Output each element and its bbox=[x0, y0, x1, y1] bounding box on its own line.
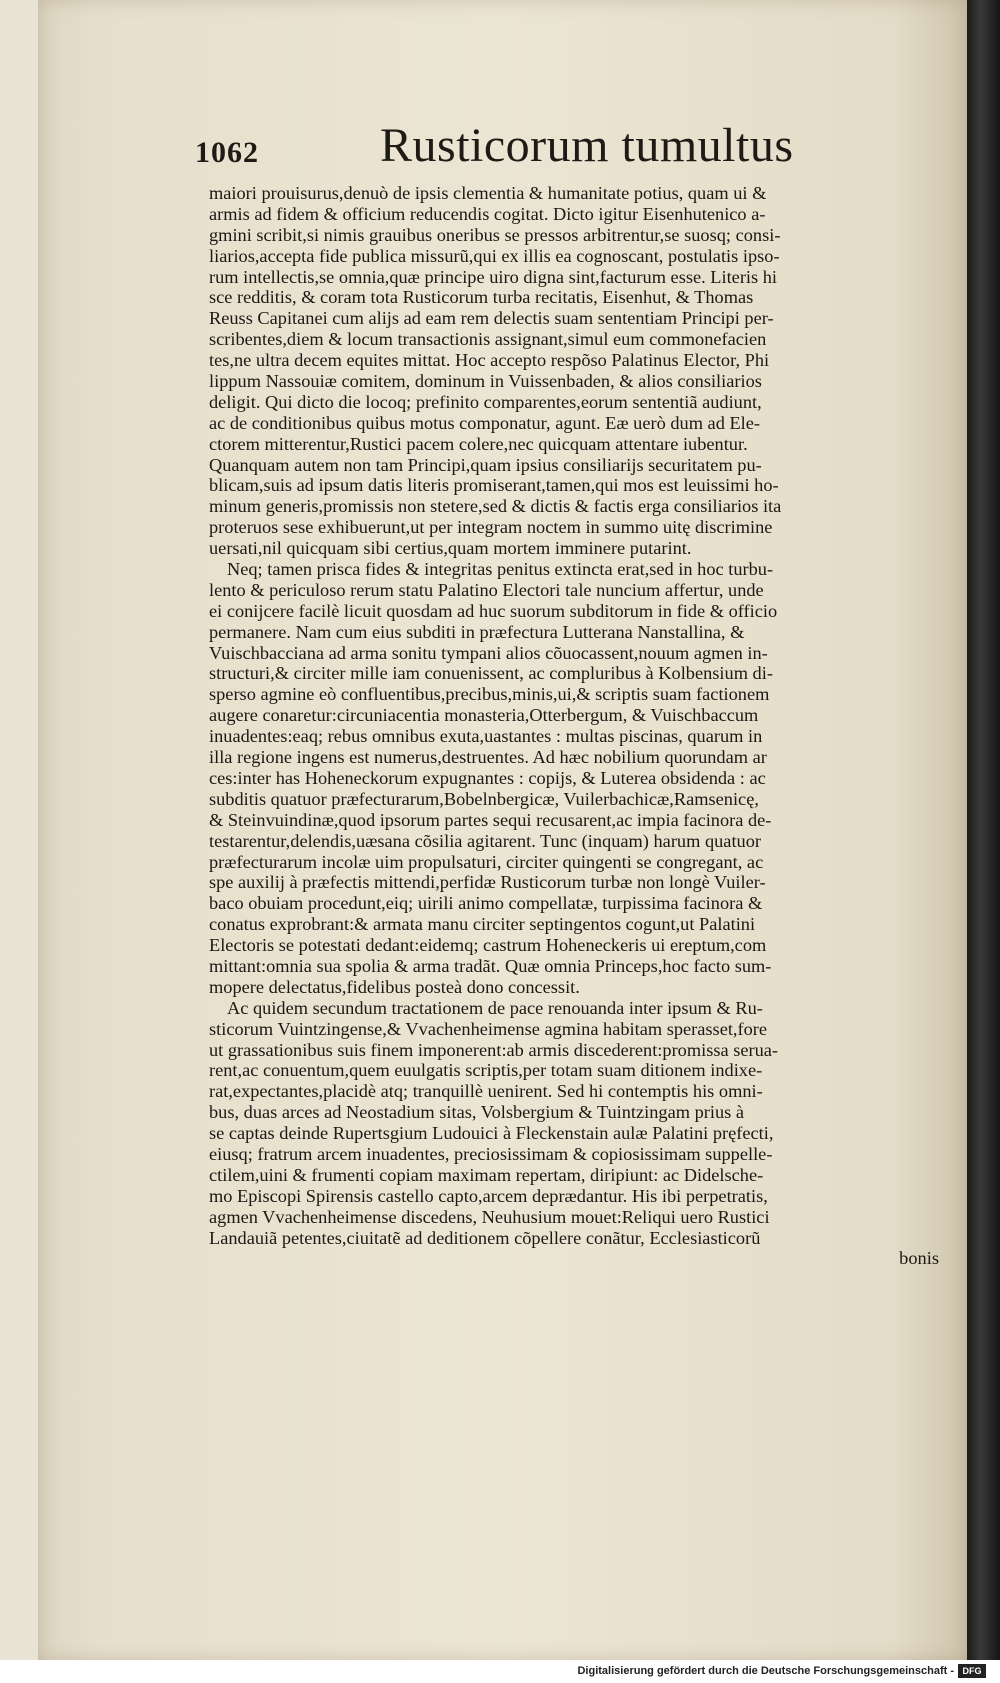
text-line: minum generis,promissis non stetere,sed & dictis & factis erga consiliarios ita bbox=[209, 496, 782, 517]
text-line: sticorum Vuintzingense,& Vvachenheimense agmina habitam sperasset,fore bbox=[209, 1018, 768, 1039]
text-line: sperso agmine eò confluentibus,precibus,minis,ui,& scriptis suam factionem bbox=[209, 684, 770, 705]
text-line: eiusq; fratrum arcem inuadentes, preciosissimam & copiosissimam suppelle- bbox=[209, 1143, 773, 1164]
digitization-credit: Digitalisierung gefördert durch die Deutsche Forschungsgemeinschaft - bbox=[577, 1665, 954, 1677]
text-line: ces:inter has Hoheneckorum expugnantes : copijs, & Luterea obsidenda : ac bbox=[209, 767, 766, 788]
text-line: structuri,& circiter mille iam conuenissent, ac compluribus à Kolbensium di- bbox=[209, 663, 773, 684]
text-line: conatus exprobrant:& armata manu circiter septingentos cogunt,ut Palatini bbox=[209, 914, 756, 935]
text-line: Quanquam autem non tam Principi,quam ipsius consiliarijs securitatem pu- bbox=[209, 454, 762, 475]
text-line: & Steinvuindinæ,quod ipsorum partes sequi recusarent,ac impia facinora de- bbox=[209, 809, 772, 830]
text-line: armis ad fidem & officium reducendis cogitat. Dicto igitur Eisenhutenico a- bbox=[209, 203, 766, 224]
text-line: Landauiã petentes,ciuitatẽ ad deditionem cõpellere conãtur, Ecclesiasticorũ bbox=[209, 1227, 761, 1248]
text-line: ctilem,uini & frumenti copiam maximam repertam, diripiunt: ac Didelsche- bbox=[209, 1164, 764, 1185]
text-line: inuadentes:eaq; rebus omnibus exuta,uastantes : multas piscinas, quarum in bbox=[209, 726, 763, 747]
text-line: mo Episcopi Spirensis castello capto,arcem deprædantur. His ibi perpetratis, bbox=[209, 1185, 768, 1206]
text-line: illa regione ingens est numerus,destruentes. Ad hæc nobilium quorundam ar bbox=[209, 747, 767, 768]
text-line: rum intellectis,se omnia,quæ principe uiro digna sint,facturum esse. Literis hi bbox=[209, 266, 778, 287]
page-header bbox=[195, 118, 815, 174]
text-line: spe auxilij à præfectis mittendi,perfidæ Rusticorum turbæ non longè Vuiler- bbox=[209, 872, 766, 893]
text-line: lippum Nassouiæ comitem, dominum in Vuissenbaden, & alios consiliarios bbox=[209, 371, 762, 392]
text-line: ut grassationibus suis finem imponerent:ab armis discederent:promissa serua- bbox=[209, 1039, 779, 1060]
text-line: liarios,accepta fide publica missurũ,qui ex illis ea cognoscant, postulatis ipso- bbox=[209, 245, 780, 266]
text-line: Vuischbacciana ad arma sonitu tympani alios cõuocassent,nouum agmen in- bbox=[209, 642, 768, 663]
text-line: ac de conditionibus quibus motus componatur, agunt. Eæ uerò dum ad Ele- bbox=[209, 412, 761, 433]
text-line: Reuss Capitanei cum alijs ad eam rem delectis suam sententiam Principi per- bbox=[209, 308, 774, 329]
body-text bbox=[209, 183, 939, 1269]
paragraph-start-line: Neq; tamen prisca fides & integritas penitus extincta erat,sed in hoc turbu- bbox=[227, 559, 774, 580]
catchword: bonis bbox=[899, 1248, 939, 1269]
text-line: testarentur,delendis,uæsana cõsilia agitarent. Tunc (inquam) harum quatuor bbox=[209, 830, 761, 851]
text-line: mittant:omnia sua spolia & arma tradãt. Quæ omnia Princeps,hoc facto sum- bbox=[209, 955, 772, 976]
text-line: se captas deinde Rupertsgium Ludouici à Fleckenstain aulæ Palatini pręfecti, bbox=[209, 1123, 774, 1144]
text-line: præfecturarum incolæ uim propulsaturi, circiter quingenti se congregant, ac bbox=[209, 851, 764, 872]
text-line: maiori prouisurus,denuò de ipsis clementia & humanitate potius, quam ui & bbox=[209, 183, 767, 203]
dfg-logo: DFG bbox=[958, 1664, 986, 1678]
text-line: bus, duas arces ad Neostadium sitas, Volsbergium & Tuintzingam prius à bbox=[209, 1102, 744, 1123]
text-line: sce redditis, & coram tota Rusticorum turba recitatis, Eisenhut, & Thomas bbox=[209, 287, 754, 308]
text-line: rat,expectantes,placidè atq; tranquillè uenirent. Sed hi contemptis his omni- bbox=[209, 1081, 763, 1102]
text-line: ctorem mitterentur,Rustici pacem colere,nec quicquam attentare iubentur. bbox=[209, 433, 748, 454]
text-line: gmini scribit,si nimis grauibus oneribus se pressos arbitrentur,se suosq; consi- bbox=[209, 224, 781, 245]
text-line: permanere. Nam cum eius subditi in præfectura Lutterana Nanstallina, & bbox=[209, 621, 745, 642]
text-line: lento & periculoso rerum statu Palatino Electori tale nuncium affertur, unde bbox=[209, 579, 764, 600]
book-binding-edge bbox=[967, 0, 1000, 1660]
text-line: subditis quatuor præfecturarum,Bobelnbergicæ, Vuilerbachicæ,Ramsenicę, bbox=[209, 788, 759, 809]
text-line: deligit. Qui dicto die locoq; prefinito comparentes,eorum sententiã audiunt, bbox=[209, 391, 762, 412]
text-line: agmen Vvachenheimense discedens, Neuhusium mouet:Reliqui uero Rustici bbox=[209, 1206, 770, 1227]
text-line: proteruos sese exhibuerunt,ut per integram noctem in summo uitę discrimine bbox=[209, 517, 773, 538]
text-line: mopere delectatus,fidelibus posteà dono concessit. bbox=[209, 976, 580, 997]
text-line: ei conijcere facilè licuit quosdam ad huc suorum subditorum in fide & officio bbox=[209, 600, 778, 621]
text-line: blicam,suis ad ipsum datis literis promiserant,tamen,qui mos est leuissimi ho- bbox=[209, 475, 779, 496]
text-line: scribentes,diem & locum transactionis assignant,simul eum commonefacien bbox=[209, 329, 767, 350]
paragraph-start-line: Ac quidem secundum tractationem de pace renouanda inter ipsum & Ru- bbox=[227, 997, 763, 1018]
text-line: tes,ne ultra decem equites mittat. Hoc accepto respõso Palatinus Elector, Phi bbox=[209, 350, 770, 371]
page-number: 1062 bbox=[195, 136, 259, 169]
text-line: Electoris se potestati dedant:eidemq; castrum Hoheneckeris ui ereptum,com bbox=[209, 935, 767, 956]
running-title: Rusticorum tumultus bbox=[380, 119, 794, 172]
text-line: baco obuiam procedunt,eiq; uirili animo compellatæ, turpissima facinora & bbox=[209, 893, 763, 914]
text-line: augere conaretur:circuniacentia monasteria,Otterbergum, & Vuischbaccum bbox=[209, 705, 759, 726]
text-line: uersati,nil quicquam sibi certius,quam mortem imminere putarint. bbox=[209, 538, 692, 559]
text-line: rent,ac conuentum,quem euulgatis scriptis,per totam suam ditionem indixe- bbox=[209, 1060, 763, 1081]
